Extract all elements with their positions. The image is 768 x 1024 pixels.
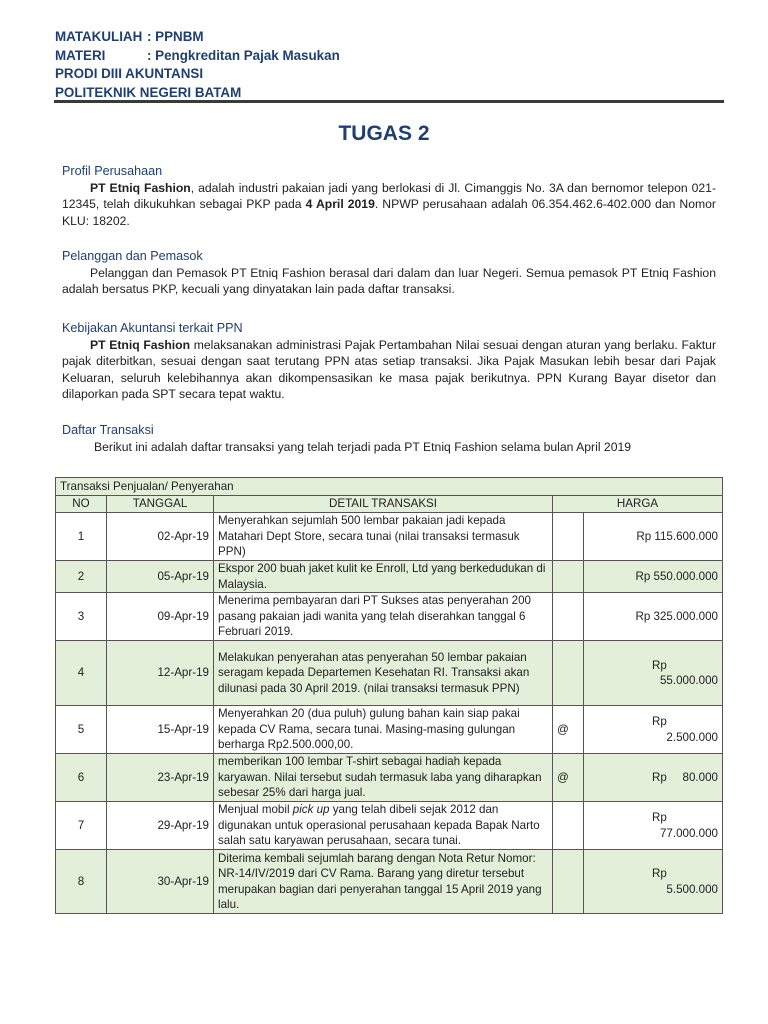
materi-value: : Pengkreditan Pajak Masukan xyxy=(147,47,340,63)
kebijakan-text: melaksanakan administrasi Pajak Pertambahan Nilai sesuai dengan aturan yang berlaku. Faktur pajak diterbitkan, sesuai dengan saat terutang PPN atas setiap transaksi. Jika Pajak Masukan lebih besar dari Pajak Keluaran, seluruh kelebihannya akan dikompensasikan ke masa pajak berikutnya. PPN Kurang Bayar disetor dan dilaporkan pada SPT secara tepat waktu. xyxy=(62,337,717,401)
row-price xyxy=(584,754,723,802)
table-row xyxy=(56,593,723,641)
row-detail: Menerima pembayaran dari PT Sukses atas penyerahan 200 pasang pakaian jadi wanita yang telah diserahkan tanggal 6 Februari 2019. xyxy=(214,593,553,641)
header-divider xyxy=(54,100,724,103)
daftar-section xyxy=(62,422,716,455)
page-title: TUGAS 2 xyxy=(338,122,430,145)
row-price xyxy=(584,513,723,561)
row-amount: 55.000.000 xyxy=(659,674,718,688)
row-detail: Diterima kembali sejumlah barang dengan Nota Retur Nomor: NR-14/IV/2019 dari CV Rama. Barang yang diretur tersebut merupakan bagian dari penyerahan tanggal 15 April 2019 yang lalu. xyxy=(214,850,553,914)
kebijakan-heading: Kebijakan Akuntansi terkait PPN xyxy=(62,321,243,335)
course-label: MATAKULIAH xyxy=(55,29,143,44)
course-line xyxy=(55,28,340,47)
column-header-harga: HARGA xyxy=(553,496,723,513)
table-row xyxy=(56,513,723,561)
row-number: 8 xyxy=(56,850,107,914)
row-date: 02-Apr-19 xyxy=(107,513,214,561)
row-number: 5 xyxy=(56,706,107,754)
pelanggan-section xyxy=(62,248,716,298)
row-unit-marker xyxy=(553,802,584,850)
row-detail-emphasis: pick up xyxy=(292,803,330,817)
column-header-detail: DETAIL TRANSAKSI xyxy=(214,496,553,513)
prodi-line: PRODI DIII AKUNTANSI xyxy=(55,66,204,81)
materi-line xyxy=(55,47,340,66)
row-detail: Menyerahkan sejumlah 500 lembar pakaian jadi kepada Matahari Dept Store, secara tunai (nilai transaksi termasuk PPN) xyxy=(214,513,553,561)
row-price xyxy=(584,593,723,641)
daftar-paragraph: Berikut ini adalah daftar transaksi yang telah terjadi pada PT Etniq Fashion selama bulan April 2019 xyxy=(94,439,632,454)
row-date: 12-Apr-19 xyxy=(107,641,214,706)
row-price xyxy=(584,641,723,706)
row-amount: Rp 115.600.000 xyxy=(636,529,718,543)
row-amount: 2.500.000 xyxy=(666,730,718,744)
row-number: 1 xyxy=(56,513,107,561)
table-header-row xyxy=(56,496,723,513)
materi-label: MATERI xyxy=(55,47,106,63)
row-unit-marker xyxy=(553,641,584,706)
row-currency: Rp xyxy=(652,811,667,825)
row-date: 05-Apr-19 xyxy=(107,561,214,593)
row-price xyxy=(584,706,723,754)
profil-paragraph xyxy=(62,180,716,230)
profil-company: PT Etniq Fashion xyxy=(90,180,191,195)
row-detail: Menyerahkan 20 (dua puluh) gulung bahan kain siap pakai kepada CV Rama, secara tunai. Masing-masing gulungan berharga Rp2.500.000,00. xyxy=(214,706,553,754)
row-number: 6 xyxy=(56,754,107,802)
row-number: 3 xyxy=(56,593,107,641)
table-row xyxy=(56,641,723,706)
row-unit-marker xyxy=(553,850,584,914)
column-header-tanggal: TANGGAL xyxy=(107,496,214,513)
row-date: 23-Apr-19 xyxy=(107,754,214,802)
row-detail-part: Menjual mobil xyxy=(218,803,293,817)
row-amount: Rp 550.000.000 xyxy=(635,569,718,583)
row-date: 29-Apr-19 xyxy=(107,802,214,850)
course-value: : PPNBM xyxy=(147,29,204,44)
kebijakan-company: PT Etniq Fashion xyxy=(90,337,191,352)
row-number: 2 xyxy=(56,561,107,593)
table-row xyxy=(56,850,723,914)
profil-date: 4 April 2019 xyxy=(305,197,375,211)
column-header-no: NO xyxy=(56,496,107,513)
institution-line: POLITEKNIK NEGERI BATAM xyxy=(55,84,242,100)
row-number: 7 xyxy=(56,802,107,850)
row-date: 30-Apr-19 xyxy=(107,850,214,914)
row-amount: 77.000.000 xyxy=(659,826,718,840)
table-row xyxy=(56,754,723,802)
kebijakan-section xyxy=(62,320,716,403)
daftar-heading: Daftar Transaksi xyxy=(62,423,154,437)
row-date: 09-Apr-19 xyxy=(107,593,214,641)
row-unit-marker xyxy=(553,513,584,561)
table-row xyxy=(56,802,723,850)
row-detail xyxy=(214,802,553,850)
profil-section xyxy=(62,163,716,229)
table-row xyxy=(56,706,723,754)
profil-text-b: . NPWP perusahaan adalah 06.354.462.6-402.000 dan Nomor KLU: 18202. xyxy=(62,197,716,228)
transaction-table xyxy=(55,477,723,914)
row-amount: 5.500.000 xyxy=(666,882,718,896)
table-caption-row xyxy=(56,478,723,496)
row-detail: Melakukan penyerahan atas penyerahan 50 lembar pakaian seragam kepada Departemen Kesehatan RI. Transaksi akan dilunasi pada 30 April 2019. (nilai transaksi termasuk PPN) xyxy=(214,641,553,706)
row-detail: memberikan 100 lembar T-shirt sebagai hadiah kepada karyawan. Nilai tersebut sudah termasuk laba yang diharapkan sebesar 25% dari harga jual. xyxy=(214,754,553,802)
row-currency: Rp xyxy=(652,658,667,672)
row-price xyxy=(584,561,723,593)
row-detail-part: yang telah dibeli sejak 2012 dan digunakan untuk operasional perusahaan kepada Bapak Narto salah satu karyawan perusahaan, secara tunai. xyxy=(218,803,540,848)
table-caption: Transaksi Penjualan/ Penyerahan xyxy=(56,478,723,496)
row-currency: Rp xyxy=(652,715,667,729)
row-currency: Rp xyxy=(652,770,667,784)
row-price xyxy=(584,850,723,914)
kebijakan-paragraph xyxy=(62,337,716,403)
row-detail: Ekspor 200 buah jaket kulit ke Enroll, Ltd yang berkedudukan di Malaysia. xyxy=(214,561,553,593)
row-price xyxy=(584,802,723,850)
row-amount: 80.000 xyxy=(682,770,718,784)
row-unit-marker xyxy=(553,561,584,593)
row-currency: Rp xyxy=(652,867,667,881)
row-date: 15-Apr-19 xyxy=(107,706,214,754)
row-unit-marker: @ xyxy=(553,754,584,802)
row-number: 4 xyxy=(56,641,107,706)
row-amount: Rp 325.000.000 xyxy=(635,609,718,623)
table-body xyxy=(56,513,723,914)
pelanggan-heading: Pelanggan dan Pemasok xyxy=(62,249,203,263)
row-unit-marker: @ xyxy=(553,706,584,754)
row-unit-marker xyxy=(553,593,584,641)
document-header xyxy=(55,28,340,102)
pelanggan-paragraph: Pelanggan dan Pemasok PT Etniq Fashion berasal dari dalam dan luar Negeri. Semua pemasok PT Etniq Fashion adalah bersatus PKP, kecuali yang dinyatakan lain pada daftar transaksi. xyxy=(62,265,716,296)
profil-text-a: , adalah industri pakaian jadi yang berlokasi di Jl. Cimanggis No. 3A dan bernomor telepon 021-12345, telah dikukuhkan sebagai PKP pada xyxy=(62,180,716,211)
table-row xyxy=(56,561,723,593)
profil-heading: Profil Perusahaan xyxy=(62,164,163,178)
